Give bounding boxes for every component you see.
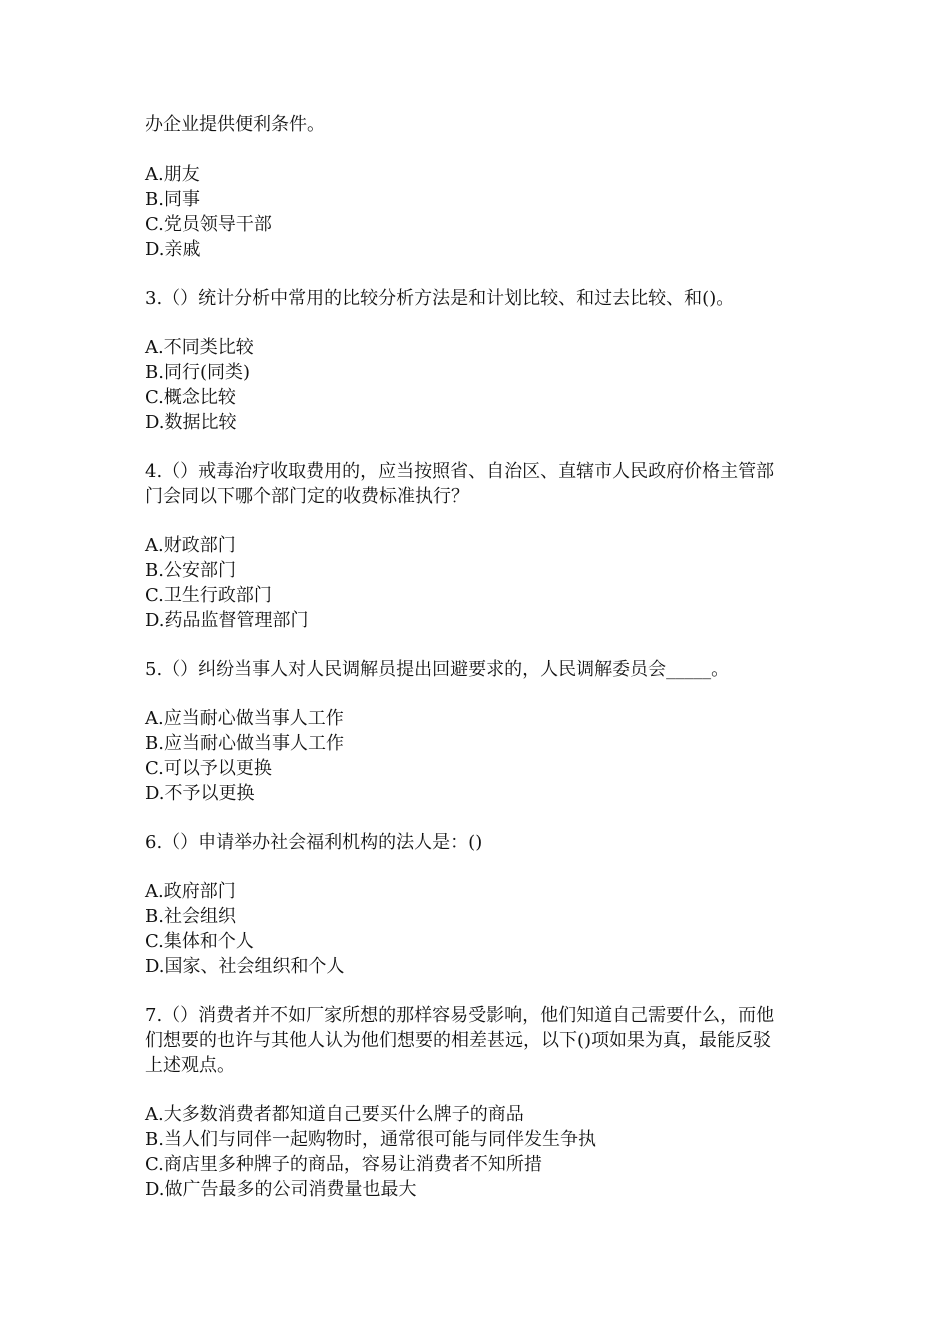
continuation-options xyxy=(145,162,815,262)
option-d: D.国家、社会组织和个人 xyxy=(145,956,345,977)
document-page xyxy=(145,112,815,1202)
option-c: C.卫生行政部门 xyxy=(145,585,272,606)
option-b: B.社会组织 xyxy=(145,906,236,927)
question-5-options xyxy=(145,706,815,806)
question-7 xyxy=(145,1003,815,1078)
option-d: D.亲戚 xyxy=(145,239,201,260)
question-text-line: 门会同以下哪个部门定的收费标准执行？ xyxy=(145,486,469,507)
question-7-options xyxy=(145,1102,815,1202)
question-4-options xyxy=(145,533,815,633)
option-a: A.大多数消费者都知道自己要买什么牌子的商品 xyxy=(145,1104,524,1125)
option-a: A.应当耐心做当事人工作 xyxy=(145,708,344,729)
question-5 xyxy=(145,657,815,682)
question-3 xyxy=(145,286,815,311)
option-b: B.同行(同类) xyxy=(145,362,250,383)
question-6-options xyxy=(145,879,815,979)
continuation-text: 办企业提供便利条件。 xyxy=(145,114,325,135)
option-c: C.集体和个人 xyxy=(145,931,254,952)
option-c: C.概念比较 xyxy=(145,387,236,408)
question-text-line: 3.（）统计分析中常用的比较分析方法是和计划比较、和过去比较、和()。 xyxy=(145,288,735,309)
option-d: D.数据比较 xyxy=(145,412,237,433)
question-6 xyxy=(145,830,815,855)
option-a: A.财政部门 xyxy=(145,535,236,556)
question-text-line: 上述观点。 xyxy=(145,1055,235,1076)
option-d: D.药品监督管理部门 xyxy=(145,610,309,631)
option-d: D.做广告最多的公司消费量也最大 xyxy=(145,1179,417,1200)
option-b: B.当人们与同伴一起购物时，通常很可能与同伴发生争执 xyxy=(145,1129,596,1150)
option-b: B.公安部门 xyxy=(145,560,236,581)
option-b: B.应当耐心做当事人工作 xyxy=(145,733,344,754)
option-c: C.可以予以更换 xyxy=(145,758,272,779)
option-c: C.党员领导干部 xyxy=(145,214,272,235)
option-c: C.商店里多种牌子的商品，容易让消费者不知所措 xyxy=(145,1154,542,1175)
question-4 xyxy=(145,459,815,509)
option-a: A.政府部门 xyxy=(145,881,236,902)
option-a: A.朋友 xyxy=(145,164,200,185)
question-text-line: 5.（）纠纷当事人对人民调解员提出回避要求的，人民调解委员会_____。 xyxy=(145,659,730,680)
question-text-line: 7.（）消费者并不如厂家所想的那样容易受影响，他们知道自己需要什么，而他 xyxy=(145,1005,775,1026)
question-3-options xyxy=(145,335,815,435)
option-d: D.不予以更换 xyxy=(145,783,255,804)
option-a: A.不同类比较 xyxy=(145,337,254,358)
option-b: B.同事 xyxy=(145,189,200,210)
question-text-line: 4.（）戒毒治疗收取费用的，应当按照省、自治区、直辖市人民政府价格主管部 xyxy=(145,461,775,482)
question-text-line: 们想要的也许与其他人认为他们想要的相差甚远，以下()项如果为真，最能反驳 xyxy=(145,1030,772,1051)
question-text-line: 6.（）申请举办社会福利机构的法人是：() xyxy=(145,832,483,853)
